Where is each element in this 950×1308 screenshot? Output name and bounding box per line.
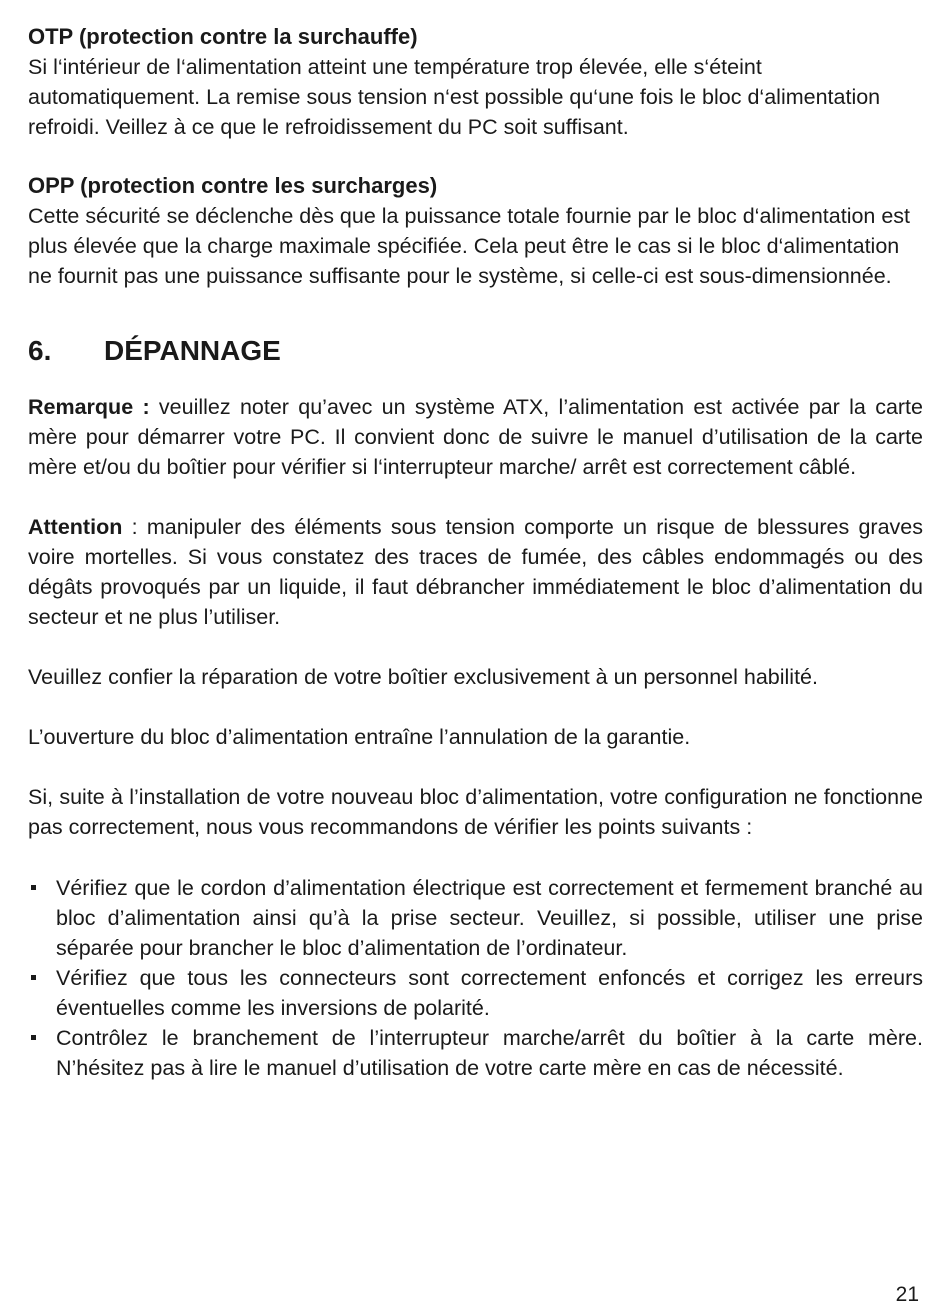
otp-paragraph: Si l‘intérieur de l‘alimentation atteint une température trop élevée, elle s‘éteint automatiquement. La remise sous tension n‘est possible qu‘une fois le bloc d‘alimentation refroidi. Veillez à ce que le refroidissement du PC soit suffisant. bbox=[28, 55, 881, 139]
bullet-square-icon bbox=[31, 885, 36, 890]
attention-paragraph bbox=[28, 512, 923, 632]
bullet-square-icon bbox=[31, 975, 36, 980]
remarque-text: veuillez noter qu’avec un système ATX, l’alimentation est activée par la carte mère pour démarrer votre PC. Il convient donc de suivre le manuel d’utilisation de la carte mère et/ou du boîtier pour vérifier si l‘interrupteur marche/ arrêt est correctement câblé. bbox=[28, 395, 923, 479]
opp-heading: OPP (protection contre les surcharges) bbox=[28, 173, 438, 198]
section-title: DÉPANNAGE bbox=[104, 335, 281, 366]
warranty-paragraph: L’ouverture du bloc d’alimentation entraîne l’annulation de la garantie. bbox=[28, 725, 691, 749]
attention-text: : manipuler des éléments sous tension comporte un risque de blessures graves voire mortelles. Si vous constatez des traces de fumée, des câbles endommagés ou des dégâts provoqués par un liquide, il faut débrancher immédiatement le bloc d’alimentation du secteur et ne plus l’utiliser. bbox=[28, 515, 923, 629]
otp-heading: OTP (protection contre la surchauffe) bbox=[28, 24, 418, 49]
attention-label: Attention bbox=[28, 515, 123, 539]
page-number: 21 bbox=[895, 1283, 919, 1306]
remarque-label: Remarque : bbox=[28, 395, 150, 419]
checklist-item-text: Contrôlez le branchement de l’interrupteur marche/arrêt du boîtier à la carte mère. N’hésitez pas à lire le manuel d’utilisation de votre carte mère en cas de nécessité. bbox=[56, 1026, 923, 1080]
section-number: 6. bbox=[28, 335, 52, 366]
checklist-item bbox=[28, 873, 923, 963]
repair-paragraph: Veuillez confier la réparation de votre boîtier exclusivement à un personnel habilité. bbox=[28, 665, 818, 689]
opp-paragraph: Cette sécurité se déclenche dès que la puissance totale fournie par le bloc d‘alimentation est plus élevée que la charge maximale spécifiée. Cela peut être le cas si le bloc d‘alimentation ne fournit pas une puissance suffisante pour le système, si celle-ci est sous-dimensionnée. bbox=[28, 204, 911, 288]
checklist-item bbox=[28, 1023, 923, 1083]
section-heading bbox=[28, 334, 923, 368]
checklist-item bbox=[28, 963, 923, 1023]
checklist-item-text: Vérifiez que tous les connecteurs sont correctement enfoncés et corrigez les erreurs éventuelles comme les inversions de polarité. bbox=[56, 966, 923, 1020]
remarque-paragraph bbox=[28, 392, 923, 482]
bullet-square-icon bbox=[31, 1035, 36, 1040]
checklist bbox=[28, 873, 923, 1083]
checklist-intro-paragraph: Si, suite à l’installation de votre nouveau bloc d’alimentation, votre configuration ne fonctionne pas correctement, nous vous recommandons de vérifier les points suivants : bbox=[28, 785, 923, 839]
manual-page bbox=[28, 22, 923, 1083]
checklist-item-text: Vérifiez que le cordon d’alimentation électrique est correctement et fermement branché au bloc d’alimentation ainsi qu’à la prise secteur. Veuillez, si possible, utiliser une prise séparée pour brancher le bloc d’alimentation de l’ordinateur. bbox=[56, 876, 923, 960]
